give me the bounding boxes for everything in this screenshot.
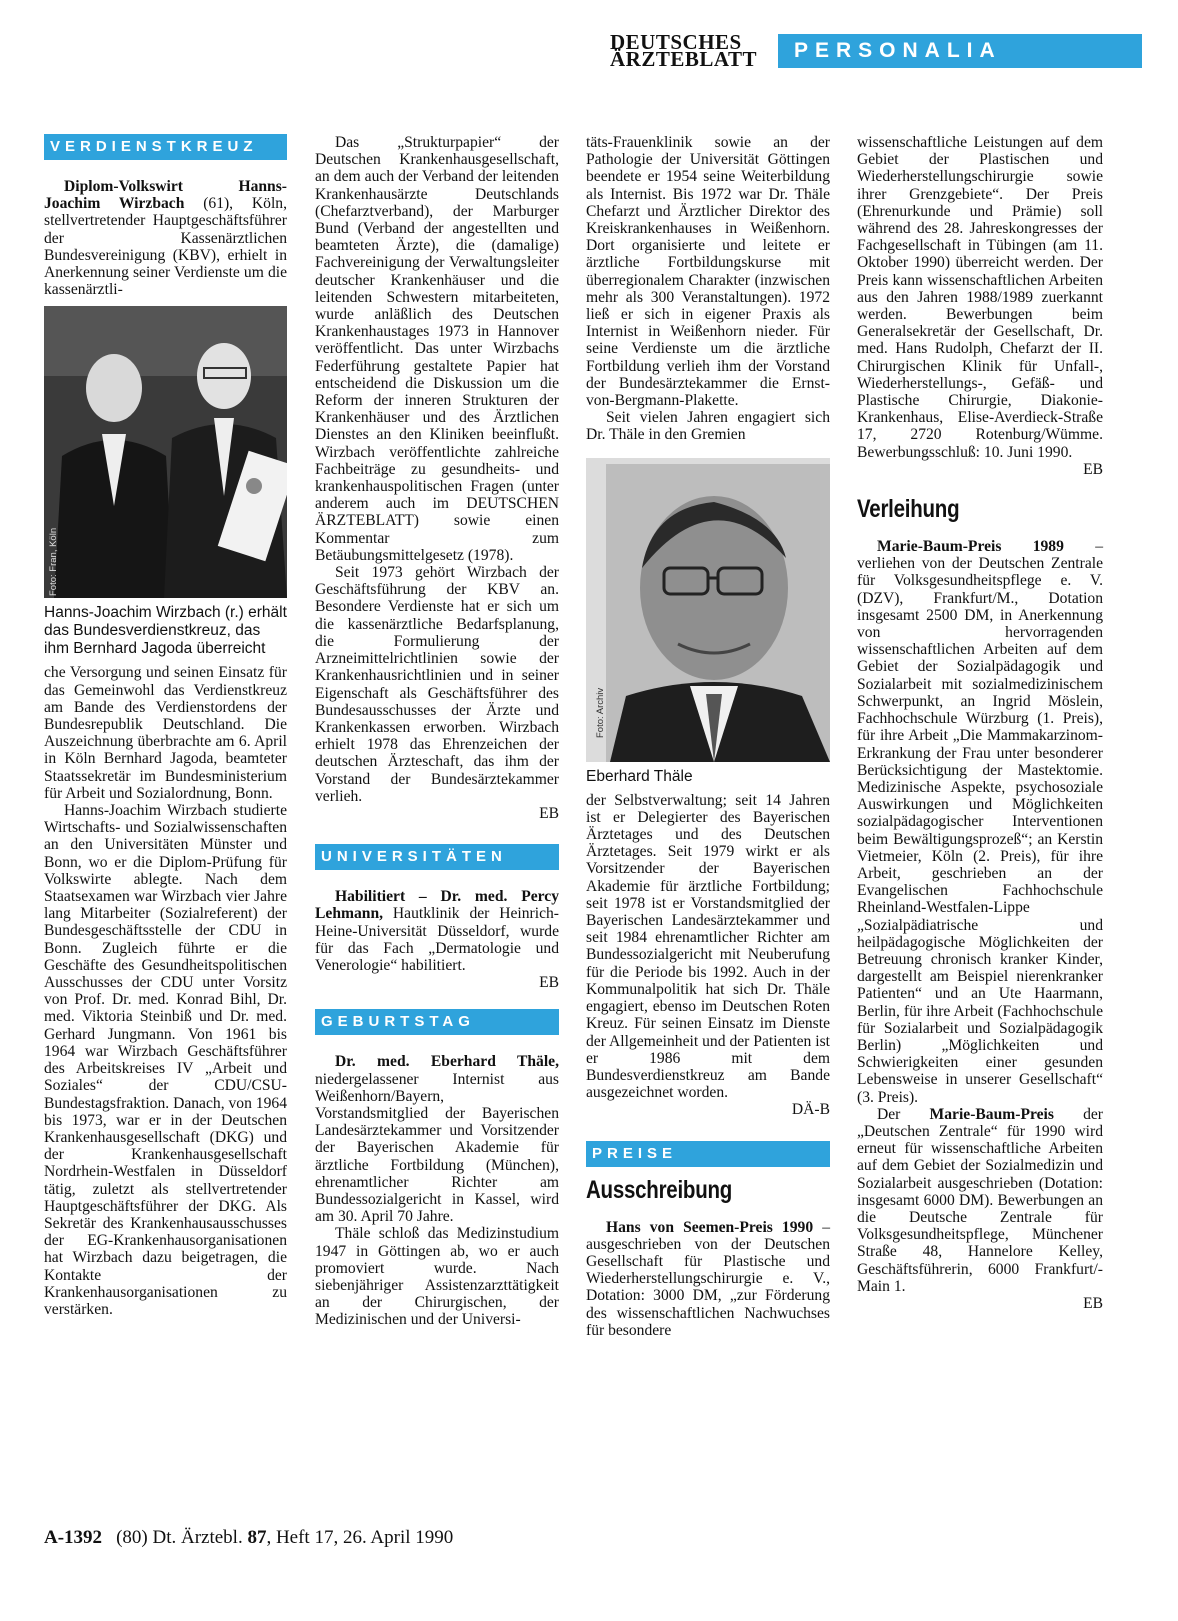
paragraph: [315, 888, 559, 974]
intro-bold: Diplom-Volkswirt Hanns-Joachim Wirzbach: [44, 178, 287, 213]
signature: DÄ-B: [791, 1101, 830, 1119]
paragraph: che Versorgung und seinen Einsatz für das Gemeinwohl das Verdienstkreuz am Bande des Verdienstordens der Bundesrepublik Deutschland. Die Auszeichnung überbrachte am 6. April in Köln Bernhard Jagoda, beamteter Staatssekretär im Bundesministerium für Arbeit und Sozialordnung, Bonn.: [44, 664, 287, 802]
journal-logo: [610, 30, 770, 71]
photo-thaele: [586, 458, 830, 762]
photo-wirzbach: [44, 306, 287, 598]
section-heading-preise: PREISE: [586, 1141, 830, 1167]
citation-pre: (80) Dt. Ärztebl.: [116, 1527, 248, 1548]
paragraph: [586, 1219, 830, 1339]
paragraph: täts-Frauenklinik sowie an der Pathologie der Universität Göttingen beendete er 1954 seine Weiterbildung als Internist. Bis 1972 war Dr. Thäle Chefarzt und Ärztlicher Direktor des Kreiskrankenhauses in Weißenhorn. Dort organisierte und leitete er ärztliche Fortbildungskurse mit überregionalem Charakter (inzwischen mehr als 300 Veranstaltungen). 1972 ließ er sich in eigener Praxis als Internist in Weißenhorn nieder. Für seine Verdienste um die ärztliche Fortbildung verlieh ihm der Vorstand der Bundesärztekammer die Ernst-von-Bergmann-Plakette.: [586, 134, 830, 410]
headline-verleihung: Verleihung: [857, 495, 960, 524]
paragraph: der Selbstverwaltung; seit 14 Jahren ist er Delegierter des Bayerischen Ärztetages und des Deutschen Ärztetages. Seit 1979 wirkt er als Vorsitzender der Bayerischen Akademie für ärztliche Fortbildung; seit 1978 ist er Vorstandsmitglied der Bayerischen Landesärztekammer und seit 1984 ehrenamtlicher Richter am Bundessozialgericht mit Neuberufung für die Periode bis 1992. Auch in der Kommunalpolitik hat sich Dr. Thäle engagiert, ebenso im Deutschen Roten Kreuz. Für seinen Einsatz im Dienste der Allgemeinheit und der Patienten ist er 1986 mit dem Bundesverdienstkreuz am Bande ausgezeichnet worden.: [586, 791, 830, 1102]
geb-text: niedergelassener Internist aus Weißenhorn/Bayern, Vorstandsmitglied der Bayerischen Landesärztekammer und Vorsitzender der Bayerischen Akademie für ärztliche Fortbildung (München), ehrenamtlicher Richter am Bundessozialgericht in Kassel, wird am 30. April 70 Jahre.: [315, 1070, 559, 1226]
paragraph: [857, 538, 1103, 1106]
photo-caption: Hanns-Joachim Wirzbach (r.) erhält das Bundesverdienstkreuz, das ihm Bernhard Jagoda überreicht: [44, 604, 287, 658]
paragraph: Das „Strukturpapier“ der Deutschen Krankenhausgesellschaft, an dem auch der Verband der leitenden Krankenhausärzte Deutschlands (Chefarztverband), der Marburger Bund (Verband der angestellten und beamteten Ärzte), die (damalige) Fachvereinigung der Verwaltungsleiter deutscher Krankenhäuser und die leitenden Schwestern mitarbeiteten, wurde anläßlich des Deutschen Krankenhaustages 1973 in Hannover veröffentlicht. Das unter Wirzbachs Federführung gestaltete Papier hat entscheidend die Diskussion um die Reform der inneren Strukturen der Krankenhäuser und des Ärztlichen Dienstes an den Kliniken beeinflußt. Wirzbach veröffentlichte zahlreiche Fachbeiträge zu gesundheits- und krankenhauspolitischen Fragen (unter anderem auch im DEUTSCHEN ÄRZTEBLATT) sowie einen Kommentar zum Betäubungsmittelgesetz (1978).: [315, 134, 559, 564]
section-heading-verdienstkreuz: VERDIENSTKREUZ: [44, 134, 287, 160]
geb-bold: Dr. med. Eberhard Thäle,: [335, 1053, 559, 1071]
section-heading-universitaeten: UNIVERSITÄTEN: [315, 844, 559, 870]
column-1: [44, 134, 287, 1318]
signature: EB: [1083, 1295, 1103, 1312]
photo-caption: Eberhard Thäle: [586, 767, 693, 785]
photo-thaele-image: [586, 458, 830, 762]
photo-credit: Foto: Archiv: [595, 687, 606, 738]
photo-wirzbach-image: [44, 306, 287, 598]
logo-line-2: ÄRZTEBLATT: [610, 47, 757, 71]
signature: EB: [1083, 460, 1103, 478]
headline-ausschreibung: Ausschreibung: [586, 1175, 733, 1204]
column-3: [586, 134, 830, 1339]
photo-credit: Foto: Fran, Köln: [48, 528, 59, 597]
column-4: [857, 134, 1103, 1312]
paragraph: Thäle schloß das Medizinstudium 1947 in Göttingen ab, wo er auch promoviert wurde. Nach siebenjähriger Assistenzarzttätigkeit an der Chirurgischen, der Medizinischen und der Universi-: [315, 1225, 559, 1329]
page-number: A-1392: [44, 1527, 103, 1548]
intro-paragraph: [44, 178, 287, 298]
p3-text: der „Deutschen Zentrale“ für 1990 wird erneut für wissenschaftliche Arbeiten auf dem Gebiet der Sozialmedizin und Sozialarbeit ausgeschrieben (Dotation: insgesamt 6000 DM). Bewerbungen an die Deutsche Zentrale für Volksgesundheitspflege, Münchener Straße 48, Hannelore Kelley, Geschäftsführerin, 6000 Frankfurt/-Main 1.: [857, 1105, 1103, 1295]
signature: EB: [539, 974, 559, 992]
intro-text: (61), Köln, stellvertretender Hauptgeschäftsführer der Kassenärztlichen Bundesvereinigung (KBV), erhielt in Anerkennung seiner Verdienste um die kassenärztli-: [44, 195, 287, 299]
paragraph: Hanns-Joachim Wirzbach studierte Wirtschafts- und Sozialwissenschaften an den Universitäten Münster und Bonn, wo er die Diplom-Prüfung für Volkswirte ablegte. Nach dem Staatsexamen war Wirzbach vier Jahre lang Mitarbeiter (Sozialreferent) der Bundesgeschäftsstelle der CDU in Bonn. Zugleich führte er die Geschäfte des Gesundheitspolitischen Ausschusses der CDU unter Vorsitz von Prof. Dr. med. Konrad Bihl, Dr. med. Viktoria Steinbiß und Dr. med. Gerhard Jungmann. Von 1961 bis 1964 war Wirzbach Geschäftsführer des Arbeitskreises IV „Arbeit und Soziales“ der CDU/CSU-Bundestagsfraktion. Danach, von 1964 bis 1973, war er in der Deutschen Krankenhausgesellschaft (DKG) und der Krankenhausgesellschaft Nordrhein-Westfalen in Düsseldorf tätig, zuletzt als stellvertretender Hauptgeschäftsführer der DKG. Als Sekretär des Krankenhausausschusses der EG-Krankenhausorganisationen hat Wirzbach dazu beigetragen, die Kontakte der Krankenhausorganisationen zu verstärken.: [44, 802, 287, 1318]
paragraph: [315, 1053, 559, 1225]
section-banner: PERSONALIA: [778, 34, 1142, 68]
aus-text: – ausgeschrieben von der Deutschen Gesellschaft für Plastische und Wiederherstellungschirurgie e. V., Dotation: 3000 DM, „zur Förderung des wissenschaftlichen Nachwuchses für besondere: [586, 1218, 830, 1339]
paragraph: Seit vielen Jahren engagiert sich Dr. Thäle in den Gremien: [586, 409, 830, 444]
citation-volume: 87: [247, 1527, 267, 1548]
p3-pre: Der: [877, 1105, 930, 1123]
logo-line-1: DEUTSCHES: [610, 30, 742, 54]
page-footer: [44, 1527, 453, 1549]
column-2: [315, 134, 559, 1329]
v-bold: Marie-Baum-Preis 1989: [877, 538, 1064, 556]
uni-bold: Habilitiert – Dr. med. Percy Lehmann,: [315, 888, 559, 923]
paragraph: wissenschaftliche Leistungen auf dem Gebiet der Plastischen und Wiederherstellungschirurgie sowie ihrer Grenzgebiete“. Der Preis (Ehrenurkunde und Prämie) soll während des 28. Jahreskongresses der Fachgesellschaft in Tübingen (am 11. Oktober 1990) überreicht werden. Der Preis kann wissenschaftlichen Arbeiten aus den Jahren 1988/1989 zuerkannt werden. Bewerbungen beim Generalsekretär der Gesellschaft, Dr. med. Hans Rudolph, Chefarzt der II. Chirurgischen Klinik für Unfall-, Wiederherstellungs-, Gefäß- und Plastische Chirurgie, Diakonie-Krankenhaus, Elise-Averdieck-Straße 17, 2720 Rotenburg/Wümme. Bewerbungsschluß: 10. Juni 1990.: [857, 134, 1103, 461]
aus-bold: Hans von Seemen-Preis 1990: [606, 1218, 814, 1236]
citation-post: , Heft 17, 26. April 1990: [266, 1527, 454, 1548]
signature: EB: [539, 804, 559, 822]
uni-text: Hautklinik der Heinrich-Heine-Universität Düsseldorf, wurde für das Fach „Dermatologie und Venerologie“ habilitiert.: [315, 905, 559, 974]
section-heading-geburtstag: GEBURTSTAG: [315, 1009, 559, 1035]
paragraph: [857, 1106, 1103, 1295]
p3-bold: Marie-Baum-Preis: [929, 1105, 1054, 1123]
v-text: – verliehen von der Deutschen Zentrale für Volksgesundheitspflege e. V. (DZV), Frankfurt/M., Dotation insgesamt 2500 DM, in Anerkennung von hervorragenden wissenschaftlichen Arbeiten auf dem Gebiet der Sozialpädagogik und Sozialarbeit mit sozialmedizinischem Schwerpunkt, an Ingrid Möslein, Fachhochschule Würzburg (1. Preis), für ihre Arbeit „Die Mammakarzinom-Erkrankung der Frau unter besonderer Berücksichtigung der Mastektomie. Medizinische Aspekte, psychosoziale Auswirkungen und Möglichkeiten sozialpädagogischer Interventionen beim Bewältigungsprozeß“; an Kerstin Vietmeier, Köln (2. Preis), für ihre Arbeit, geschrieben an der Evangelischen Fachhochschule Rheinland-Westfalen-Lippe „Sozialpädiatrische und heilpädagogische Möglichkeiten der Betreuung chronisch kranker Kinder, dargestellt am Beispiel nierenkranker Patienten“ und an Ute Haarmann, Berlin, für ihre Arbeit (Fachhochschule für Sozialarbeit und Sozialpädagogik Berlin) „Möglichkeiten und Schwierigkeiten einer gesunden Lebensweise in unserer Gesellschaft“ (3. Preis).: [857, 538, 1103, 1106]
paragraph: Seit 1973 gehört Wirzbach der Geschäftsführung der KBV an. Besondere Verdienste hat er sich um die kassenärztliche Bedarfsplanung, die Formulierung der Arzneimittelrichtlinien sowie der Krankenhausrichtlinien und in seiner Eigenschaft als Geschäftsführer des Bundesausschusses der Ärzte und Krankenkassen erworben. Wirzbach erhielt 1978 das Ehrenzeichen der deutschen Ärzteschaft, das ihm der Vorstand der Bundesärztekammer verlieh.: [315, 564, 559, 805]
